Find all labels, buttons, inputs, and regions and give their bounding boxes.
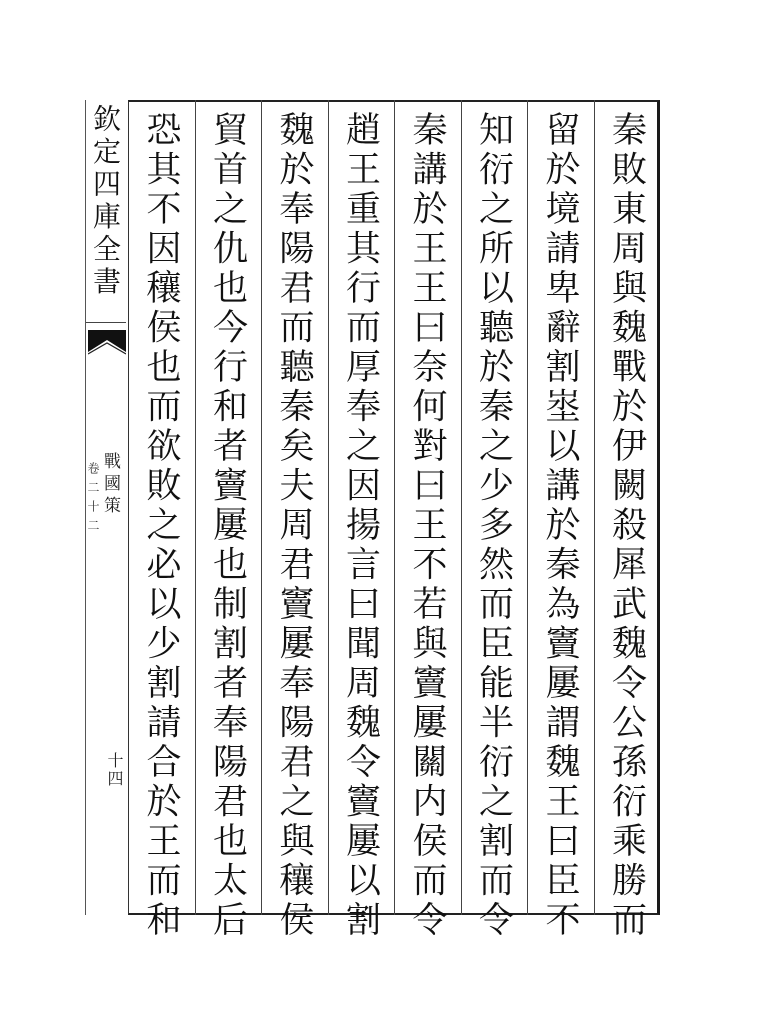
text-column-1: 秦敗東周與魏戰於伊闕殺犀武魏令公孫衍乘勝而 [606, 111, 647, 941]
text-column-2: 留於境請卑辭割埊以講於秦為竇屢謂魏王曰臣不 [540, 111, 580, 941]
book-title: 戰國策 [100, 452, 120, 518]
page-number: 十四 [105, 752, 124, 788]
text-column-7: 貿首之仇也今行和者竇屢也制割者奉陽君也太后 [207, 111, 248, 941]
volume-label: 卷二十二 [86, 462, 100, 538]
text-column-6: 魏於奉陽君而聽秦矣夫周君竇屢奉陽君之與穰侯 [274, 111, 314, 941]
fish-tail-mark [88, 330, 126, 356]
collection-title: 欽定四庫全書 [89, 104, 122, 299]
text-column-5: 趙王重其行而厚奉之因揚言曰聞周魏令竇屢以割 [340, 111, 381, 941]
text-column-8: 恐其不因穰侯也而欲敗之必以少割請合於王而和 [141, 111, 181, 941]
margin-divider [86, 322, 126, 323]
text-column-3: 知衍之所以聽於秦之少多然而臣能半衍之割而令 [473, 111, 514, 941]
text-column-4: 秦講於王王曰奈何對曰王不若與竇屢關内侯而令 [407, 111, 447, 941]
